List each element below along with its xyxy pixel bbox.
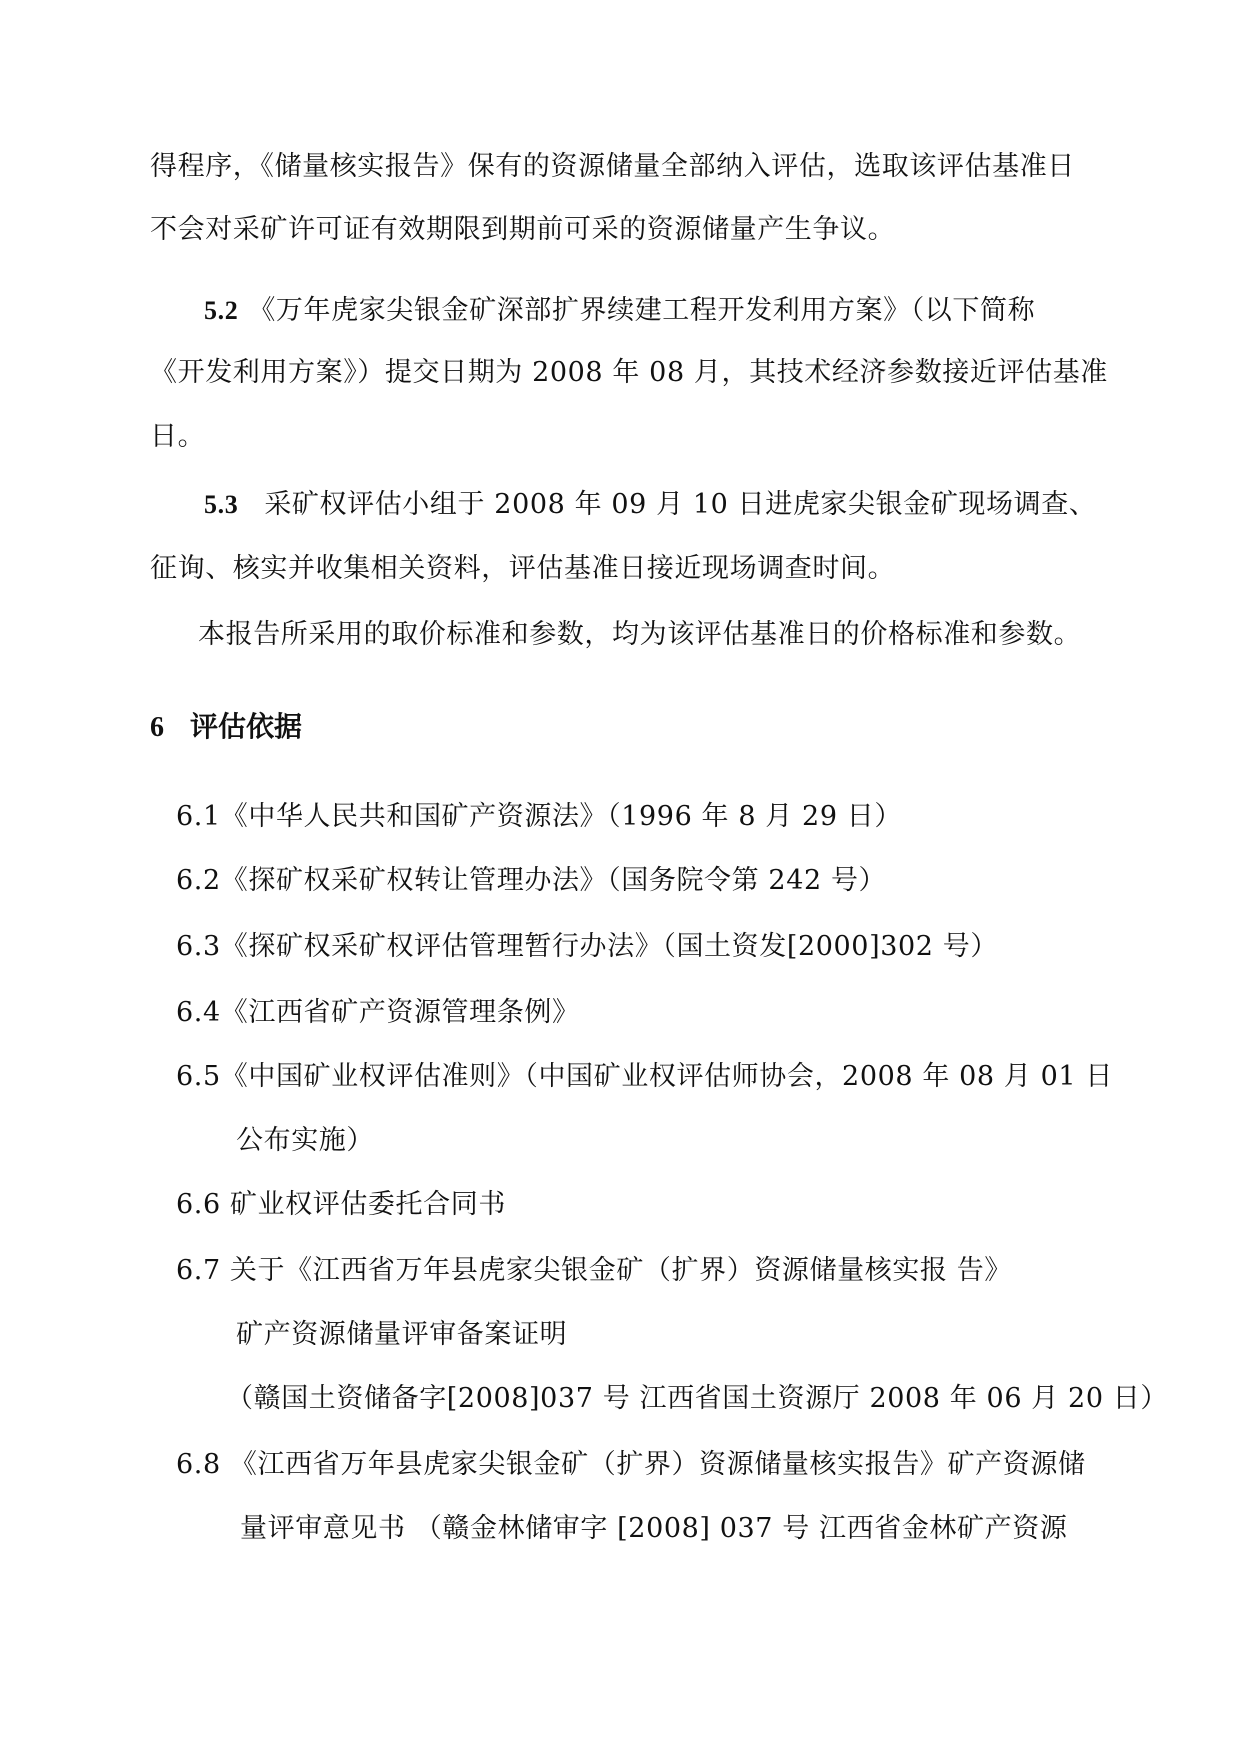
section-number: 5.3 [204, 490, 239, 519]
list-item: 6.7 关于《江西省万年县虎家尖银金矿（扩界）资源储量核实报 告》 [176, 1255, 1012, 1286]
list-item-continuation: （赣国土资储备字[2008]037 号 江西省国土资源厅 2008 年 06 月 20 日） [226, 1383, 1168, 1414]
list-item: 6.4《江西省矿产资源管理条例》 [176, 997, 580, 1028]
section-5-3-line [204, 488, 1096, 522]
list-item: 6.6 矿业权评估委托合同书 [176, 1189, 506, 1220]
list-item: 6.8 《江西省万年县虎家尖银金矿（扩界）资源储量核实报告》矿产资源储 [176, 1449, 1086, 1480]
list-item-continuation: 矿产资源储量评审备案证明 [236, 1319, 568, 1350]
section-5-2-line [204, 294, 1035, 328]
paragraph-text: 《万年虎家尖银金矿深部扩界续建工程开发利用方案》（以下简称 [248, 295, 1036, 326]
list-item: 6.5《中国矿业权评估准则》（中国矿业权评估师协会，2008 年 08 月 01 日 [176, 1061, 1113, 1092]
paragraph-line: 《开发利用方案》）提交日期为 2008 年 08 月，其技术经济参数接近评估基准 [150, 357, 1108, 388]
paragraph-text: 采矿权评估小组于 2008 年 09 月 10 日进虎家尖银金矿现场调查、 [264, 489, 1097, 520]
section-number: 5.2 [204, 296, 239, 325]
section-number: 6 [150, 712, 164, 743]
paragraph-line: 征询、核实并收集相关资料，评估基准日接近现场调查时间。 [150, 553, 896, 584]
paragraph-line: 不会对采矿许可证有效期限到期前可采的资源储量产生争议。 [150, 214, 896, 245]
list-item: 6.2《探矿权采矿权转让管理办法》（国务院令第 242 号） [176, 865, 887, 896]
paragraph-line: 得程序，《储量核实报告》保有的资源储量全部纳入评估，选取该评估基准日 [150, 151, 1075, 182]
list-item-continuation: 公布实施） [236, 1125, 374, 1156]
paragraph-line: 日。 [150, 421, 206, 452]
section-title: 评估依据 [190, 710, 303, 743]
list-item: 6.1《中华人民共和国矿产资源法》（1996 年 8 月 29 日） [176, 801, 902, 832]
section-6-heading [150, 710, 302, 745]
list-item-continuation: 量评审意见书 （赣金林储审字 [2008] 037 号 江西省金林矿产资源 [240, 1513, 1068, 1544]
paragraph-line: 本报告所采用的取价标准和参数，均为该评估基准日的价格标准和参数。 [198, 619, 1082, 650]
list-item: 6.3《探矿权采矿权评估管理暂行办法》（国土资发[2000]302 号） [176, 931, 998, 962]
